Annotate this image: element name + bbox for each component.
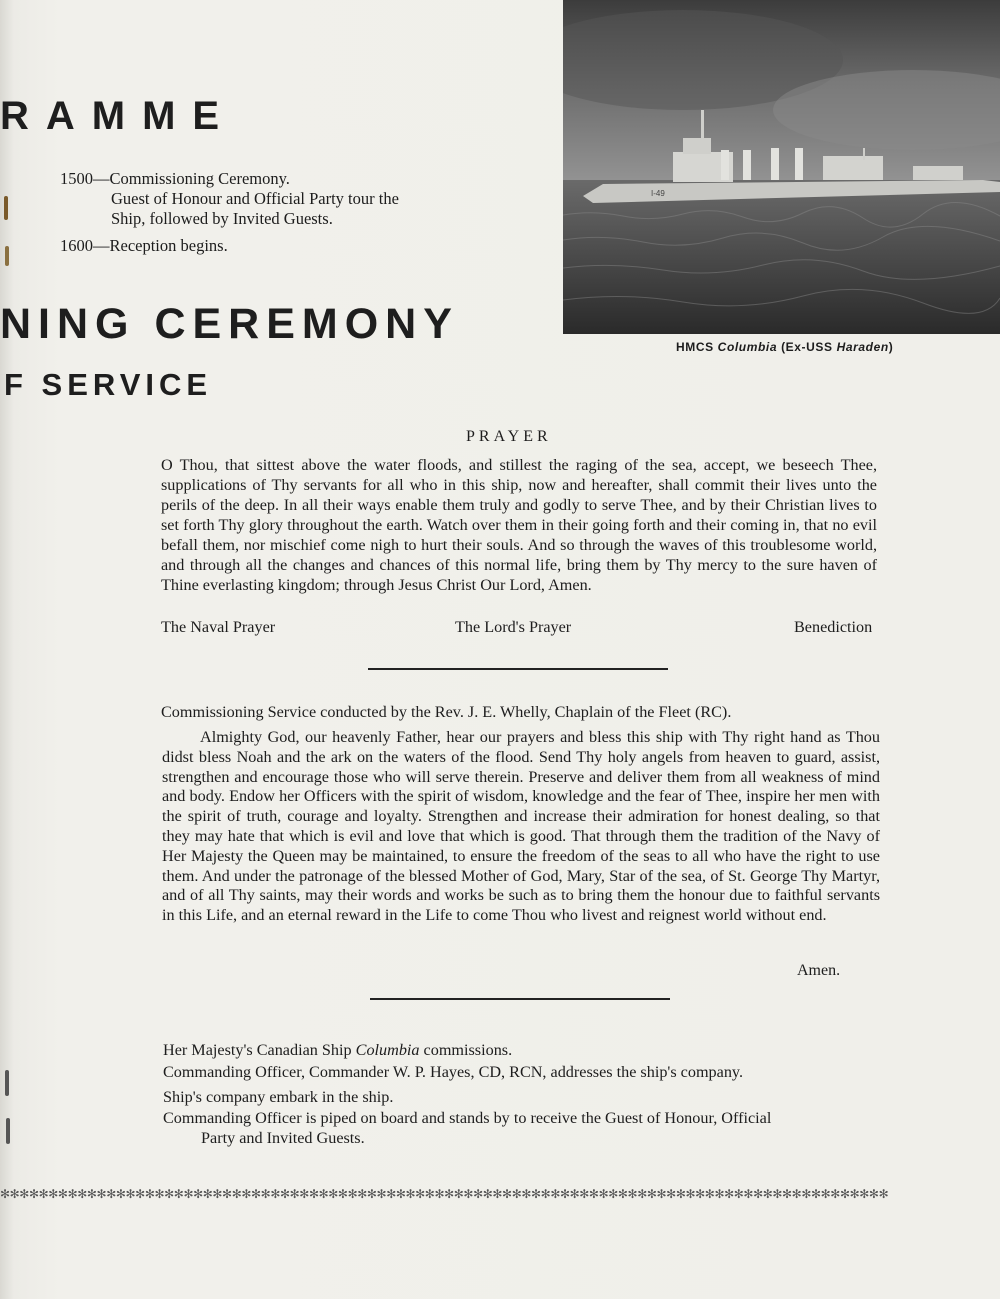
programme-item-1600: 1600—Reception begins. [60,236,228,255]
benediction-label: Benediction [794,618,873,636]
programme-item-1500: 1500—Commissioning Ceremony. [60,169,290,188]
naval-prayer-label: The Naval Prayer [161,618,276,636]
sea [563,180,1000,334]
binding-staple-lower [5,1070,9,1096]
amen: Amen. [797,962,841,979]
lords-prayer-label: The Lord's Prayer [455,618,572,636]
decorative-star-border: ✻✻✻✻✻✻✻✻✻✻✻✻✻✻✻✻✻✻✻✻✻✻✻✻✻✻✻✻✻✻✻✻✻✻✻✻✻✻✻✻✻✻✻✻✻✻✻✻✻✻✻✻✻✻✻✻✻✻✻✻✻✻✻✻✻✻✻✻✻✻✻✻✻✻✻✻✻✻✻✻✻✻✻✻✻✻✻✻✻✻✻✻ [0,1187,889,1201]
service-heading: F SERVICE [4,367,213,402]
binding-staple-upper-mid [5,246,9,266]
closing-line-commissions [163,1040,512,1060]
ceremony-heading: NING CEREMONY [0,300,459,348]
commissioning-intro: Commissioning Service conducted by the Rev. J. E. Whelly, Chaplain of the Fleet (RC). [161,703,732,721]
photo-caption [676,340,893,354]
prayer-title: PRAYER [466,428,552,445]
prayer-text: O Thou, that sittest above the water floods, and stillest the raging of the sea, accept, we beseech Thee, supplications of Thy servants for all who in this ship, now and hereafter, shall commit their lives unto the perils of the deep. In all their ways enable them truly and godly to serve Thee, and by their Christian lives to set forth Thy glory throughout the earth. Watch over them in their going forth and their coming in, that no evil befall them, nor mischief come nigh to hurt their souls. And so through the waves of this troublesome world, and through all the changes and chances of this normal life, bring them by Thy mercy to the sure haven of Thine everlasting kingdom; through Jesus Christ Our Lord, Amen. [161,456,877,594]
hull-number: I-49 [651,189,665,198]
closing-line-embark: Ship's company embark in the ship. [163,1088,394,1106]
caption-ex-name: Haraden [836,340,889,354]
binding-staple-bottom [6,1118,10,1144]
caption-ship-name: Columbia [717,340,778,354]
closing-ship-name: Columbia [355,1041,420,1059]
programme-heading: RAMME [0,94,237,138]
caption-middle: (Ex-USS [777,340,837,354]
binding-staple-top [4,196,8,220]
caption-prefix: HMCS [676,340,718,354]
ship-photo-illustration [563,0,1000,334]
closing-line-piped-cont: Party and Invited Guests. [201,1129,365,1147]
caption-suffix: ) [888,340,894,354]
ship-photo [563,0,1000,334]
section-divider [368,668,668,670]
closing-line-piped: Commanding Officer is piped on board and stands by to receive the Guest of Honour, Official [163,1109,772,1127]
blessing-text: Almighty God, our heavenly Father, hear our prayers and bless this ship with Thy right hand as Thou didst bless Noah and the ark on the waters of the flood. Send Thy holy angels from heaven to guard, assist, strengthen and encourage those who will serve therein. Preserve and deliver them from all weakness of mind and body. Endow her Officers with the spirit of wisdom, knowledge and the fear of Thee, inspire her men with the spirit of truth, courage and loyalty. Strengthen and increase their admiration for honest dealing, so that they may hate that which is evil and love that which is good. That through them the tradition of the Navy of Her Majesty the Queen may be maintained, to ensure the freedom of the seas to all who have the right to use them. And under the patronage of the blessed Mother of God, Mary, Star of the sea, of St. George Thy Martyr, and of all Thy saints, may their words and works be such as to bring them the honour due to faithful servants in this Life, and an eternal reward in the Life to come Thou who livest and reignest world without end. [162,728,880,925]
closing-line-suffix: commissions. [419,1041,513,1059]
programme-item-1500-detail-2: Ship, followed by Invited Guests. [111,209,333,228]
closing-line-prefix: Her Majesty's Canadian Ship [163,1041,356,1059]
closing-line-address: Commanding Officer, Commander W. P. Hayes, CD, RCN, addresses the ship's company. [163,1063,744,1081]
section-divider [370,998,670,1000]
programme-item-1500-detail-1: Guest of Honour and Official Party tour the [111,189,399,208]
